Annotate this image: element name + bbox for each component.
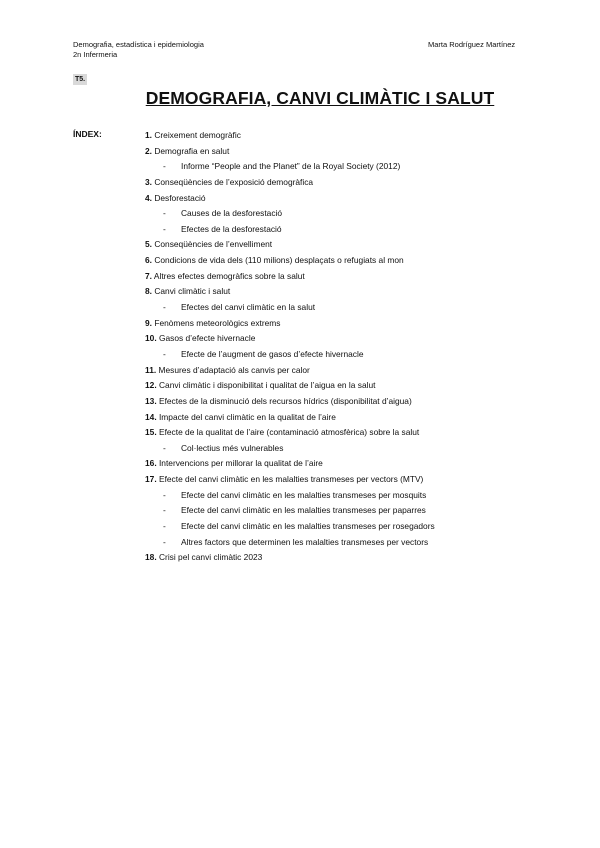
toc-item-number: 18. (145, 552, 157, 563)
toc-item (145, 394, 435, 410)
bullet-dash: - (163, 521, 166, 532)
toc-item-text: Impacte del canvi climàtic en la qualitat de l’aire (158, 411, 336, 422)
toc-item-number: 10. (145, 333, 157, 344)
toc-item-text: Efectes de la desforestació (181, 223, 282, 234)
toc-subitem (145, 206, 435, 222)
toc-item (145, 456, 435, 472)
toc-subitem (145, 488, 435, 504)
header-left (73, 40, 204, 60)
bullet-dash: - (163, 442, 166, 453)
toc-item-number: 1. (145, 130, 152, 140)
toc-item-text: Causes de la desforestació (181, 208, 283, 219)
toc-item-text: Col·lectius més vulnerables (181, 442, 284, 453)
toc-subitem (145, 535, 435, 551)
toc-subitem (145, 159, 435, 175)
toc-item-text: Efectes de la disminució dels recursos hídrics (disponibilitat d’aigua) (158, 395, 412, 406)
toc-item-text: Demografia en salut (154, 145, 230, 156)
bullet-dash: - (163, 208, 166, 219)
toc-item (145, 144, 435, 160)
toc-item (145, 331, 435, 347)
toc-item-text: Fenòmens meteorològics extrems (154, 317, 281, 328)
toc-item (145, 175, 435, 191)
table-of-contents (145, 128, 435, 566)
header-course: Demografia, estadística i epidemiologia (73, 40, 204, 49)
toc-item-number: 8. (145, 286, 152, 297)
toc-item-text: Crisi pel canvi climàtic 2023 (158, 552, 263, 563)
toc-item-text: Creixement demogràfic (154, 130, 241, 140)
page-title: DEMOGRAFIA, CANVI CLIMÀTIC I SALUT (145, 88, 495, 108)
bullet-dash: - (163, 302, 166, 313)
toc-subitem (145, 347, 435, 363)
toc-item-text: Efecte del canvi climàtic en les malalties transmeses per vectors (MTV) (158, 474, 424, 485)
toc-item-text: Altres factors que determinen les malalties transmeses per vectors (181, 536, 429, 547)
header-year: 2n Infermeria (73, 50, 118, 59)
toc-item (145, 378, 435, 394)
toc-item-text: Conseqüències de l’envelliment (154, 239, 273, 250)
toc-subitem (145, 503, 435, 519)
topic-badge: T5. (75, 76, 86, 83)
toc-item (145, 269, 435, 285)
toc-item-number: 9. (145, 317, 152, 328)
toc-item-number: 11. (145, 364, 157, 375)
toc-item (145, 237, 435, 253)
toc-item-text: Desforestació (154, 192, 206, 203)
toc-item-number: 17. (145, 474, 157, 485)
toc-item-number: 6. (145, 255, 152, 266)
toc-item-text: Conseqüències de l’exposició demogràfica (154, 176, 314, 187)
toc-item-number: 16. (145, 458, 157, 469)
bullet-dash: - (163, 161, 166, 172)
toc-item (145, 363, 435, 379)
bullet-dash: - (163, 536, 166, 547)
toc-item-number: 13. (145, 395, 157, 406)
toc-item-text: Efecte del canvi climàtic en les malalties transmeses per paparres (181, 505, 426, 516)
toc-item-text: Altres efectes demogràfics sobre la salut (153, 270, 305, 281)
toc-item (145, 425, 435, 441)
toc-subitem (145, 300, 435, 316)
toc-subitem (145, 519, 435, 535)
toc-item-text: Efectes del canvi climàtic en la salut (181, 302, 316, 313)
toc-item-text: Mesures d’adaptació als canvis per calor (158, 364, 310, 375)
toc-item (145, 550, 435, 566)
toc-item-text: Informe “People and the Planet” de la Royal Society (2012) (181, 161, 401, 172)
toc-item (145, 410, 435, 426)
toc-item (145, 284, 435, 300)
toc-subitem (145, 222, 435, 238)
toc-item (145, 253, 435, 269)
toc-item-text: Canvi climàtic i disponibilitat i qualitat de l’aigua en la salut (158, 380, 376, 391)
toc-item-number: 5. (145, 239, 152, 250)
toc-item-number: 15. (145, 427, 157, 438)
bullet-dash: - (163, 348, 166, 359)
toc-item-text: Efecte de l’augment de gasos d’efecte hivernacle (181, 348, 364, 359)
header-author: Marta Rodríguez Martínez (428, 40, 516, 49)
toc-subitem (145, 441, 435, 457)
toc-item-number: 14. (145, 411, 157, 422)
toc-item (145, 316, 435, 332)
toc-item-number: 12. (145, 380, 157, 391)
toc-item-text: Efecte del canvi climàtic en les malalties transmeses per mosquits (181, 489, 427, 500)
toc-item-text: Gasos d’efecte hivernacle (158, 333, 256, 344)
toc-item-number: 7. (145, 270, 152, 281)
bullet-dash: - (163, 489, 166, 500)
bullet-dash: - (163, 505, 166, 516)
toc-item (145, 128, 435, 144)
toc-item-number: 4. (145, 192, 152, 203)
toc-item-text: Intervencions per millorar la qualitat de l’aire (158, 458, 323, 469)
toc-item-number: 3. (145, 176, 152, 187)
index-label: ÍNDEX: (73, 129, 102, 139)
toc-item-number: 2. (145, 145, 152, 156)
toc-item-text: Canvi climàtic i salut (154, 286, 231, 297)
toc-item (145, 191, 435, 207)
bullet-dash: - (163, 223, 166, 234)
toc-item (145, 472, 435, 488)
toc-item-text: Efecte de la qualitat de l’aire (contaminació atmosfèrica) sobre la salut (158, 427, 420, 438)
toc-item-text: Condicions de vida dels (110 milions) desplaçats o refugiats al mon (154, 255, 404, 266)
toc-item-text: Efecte del canvi climàtic en les malalties transmeses per rosegadors (181, 521, 435, 532)
